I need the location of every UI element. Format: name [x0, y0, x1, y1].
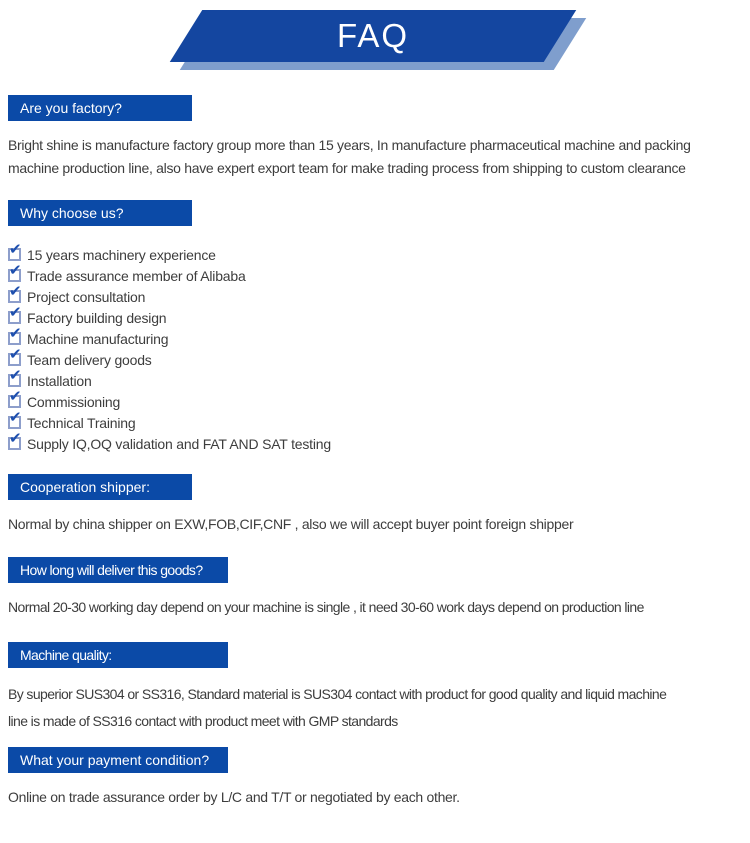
faq-content	[0, 95, 750, 808]
check-mark-icon: ✔	[9, 240, 22, 258]
checklist-item-label: Supply IQ,OQ validation and FAT AND SAT testing	[27, 435, 331, 452]
checked-checkbox-icon	[8, 261, 22, 282]
checked-checkbox-icon	[8, 324, 22, 345]
section-cooperation-shipper	[8, 474, 745, 535]
checklist-item	[8, 324, 745, 349]
paragraph-line: By superior SUS304 or SS316, Standard material is SUS304 contact with product for good quality and liquid machine	[8, 686, 667, 702]
section-paragraph	[8, 134, 745, 180]
checked-checkbox-icon	[8, 345, 22, 366]
section-paragraph: Normal 20-30 working day depend on your machine is single , it need 30-60 work days depend on production line	[8, 599, 644, 615]
checklist-item-label: Factory building design	[27, 309, 167, 326]
faq-banner	[0, 0, 750, 70]
section-heading-bar: Cooperation shipper:	[8, 474, 192, 500]
checklist-item	[8, 261, 745, 286]
paragraph-line: machine production line, also have expert export team for make trading process from shipping to custom clearance	[8, 160, 686, 176]
why-choose-us-checklist	[8, 240, 745, 454]
check-mark-icon: ✔	[9, 366, 22, 384]
paragraph-line: Bright shine is manufacture factory group more than 15 years, In manufacture pharmaceutical machine and packing	[8, 137, 691, 153]
checklist-item-label: Team delivery goods	[27, 351, 152, 368]
paragraph-line: line is made of SS316 contact with product meet with GMP standards	[8, 713, 398, 729]
faq-banner-title: FAQ	[336, 17, 410, 54]
check-mark-icon: ✔	[9, 387, 22, 405]
section-delivery-time	[8, 557, 745, 618]
checked-checkbox-icon	[8, 303, 22, 324]
check-mark-icon: ✔	[9, 303, 22, 321]
checklist-item-label: 15 years machinery experience	[27, 246, 216, 263]
checked-checkbox-icon	[8, 282, 22, 303]
checklist-item	[8, 429, 745, 454]
checklist-item	[8, 366, 745, 391]
checklist-item-label: Technical Training	[27, 414, 136, 431]
section-heading-bar: Are you factory?	[8, 95, 192, 121]
checked-checkbox-icon	[8, 387, 22, 408]
section-paragraph: Normal by china shipper on EXW,FOB,CIF,CNF , also we will accept buyer point foreign shipper	[8, 516, 574, 532]
section-machine-quality	[8, 642, 745, 735]
section-paragraph	[8, 681, 745, 735]
section-heading-bar: Why choose us?	[8, 200, 192, 226]
section-are-you-factory	[8, 95, 745, 180]
checked-checkbox-icon	[8, 429, 22, 450]
checklist-item	[8, 303, 745, 328]
section-heading-bar: Machine quality:	[8, 642, 228, 668]
checked-checkbox-icon	[8, 240, 22, 261]
check-mark-icon: ✔	[9, 282, 22, 300]
checklist-item-label: Commissioning	[27, 393, 121, 410]
check-mark-icon: ✔	[9, 345, 22, 363]
checklist-item	[8, 387, 745, 412]
checked-checkbox-icon	[8, 366, 22, 387]
checklist-item-label: Project consultation	[27, 288, 146, 305]
section-payment-condition	[8, 747, 745, 808]
section-heading-bar: How long will deliver this goods?	[8, 557, 228, 583]
checklist-item	[8, 240, 745, 265]
checklist-item-label: Machine manufacturing	[27, 330, 169, 347]
section-heading-bar: What your payment condition?	[8, 747, 228, 773]
checklist-item-label: Installation	[27, 372, 92, 389]
checked-checkbox-icon	[8, 408, 22, 429]
section-why-choose-us	[8, 200, 745, 454]
check-mark-icon: ✔	[9, 408, 22, 426]
checklist-item	[8, 408, 745, 433]
checklist-item	[8, 282, 745, 307]
check-mark-icon: ✔	[9, 261, 22, 279]
check-mark-icon: ✔	[9, 324, 22, 342]
checklist-item	[8, 345, 745, 370]
section-paragraph: Online on trade assurance order by L/C and T/T or negotiated by each other.	[8, 789, 460, 805]
checklist-item-label: Trade assurance member of Alibaba	[27, 267, 246, 284]
check-mark-icon: ✔	[9, 429, 22, 447]
